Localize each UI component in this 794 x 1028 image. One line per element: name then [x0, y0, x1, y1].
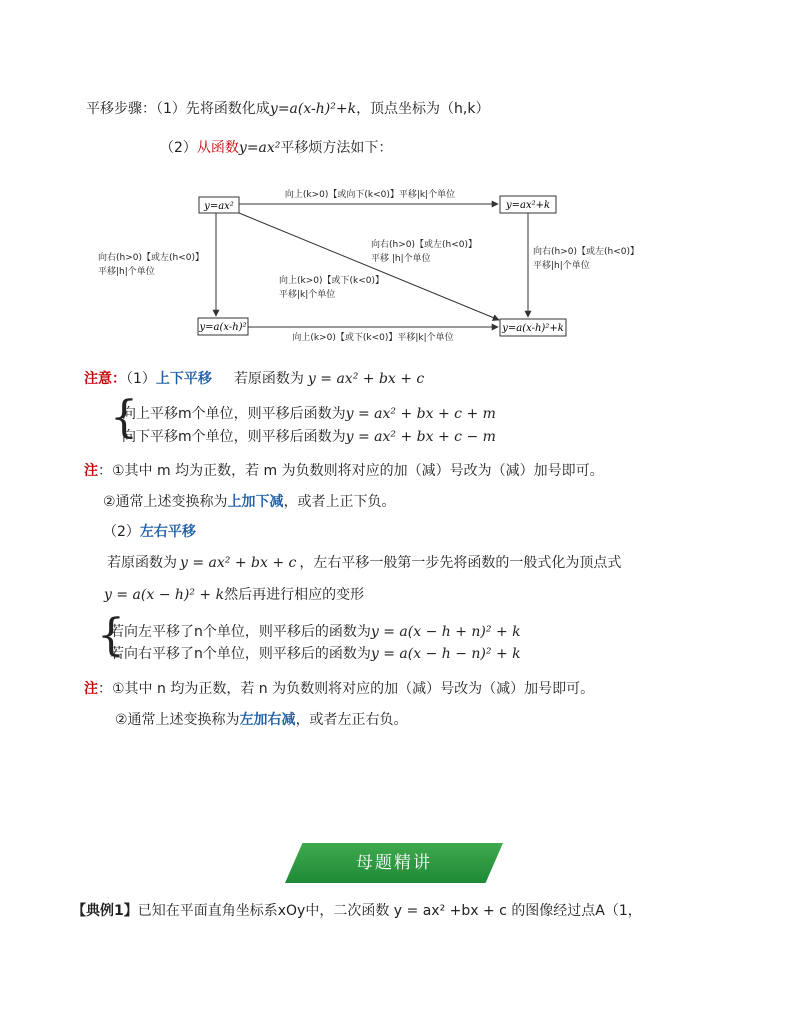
note2-tip-prefix: ②通常上述变换称为: [115, 712, 240, 728]
section-banner: [285, 843, 503, 883]
note1-zhu-label: 注: [84, 463, 98, 479]
note2-num: （2）: [103, 524, 140, 540]
example-text: 已知在平面直角坐标系xOy中，二次函数 y = ax² +bx + c 的图像经过点A（1，: [137, 903, 642, 919]
label-top: 向上(k>0)【或向下(k<0)】平移|k|个单位: [284, 190, 456, 200]
note1-intro: 若原函数为: [233, 371, 304, 387]
note1-heading: [84, 368, 424, 388]
label-diag-1: 向右(h>0)【或左(h<0)】: [371, 240, 477, 250]
note1-zhu-line: [84, 460, 604, 480]
note2-intro-formula: y = ax² + bx + c: [180, 555, 297, 571]
note2-intro-line: [107, 552, 621, 572]
label-left-1: 向右(h>0)【或左(h<0)】: [98, 253, 204, 263]
label-diag-2: 平移 |h|个单位: [371, 254, 431, 264]
note1-down-formula: y = ax² + bx + c − m: [345, 429, 496, 445]
note1-colon: ：: [112, 371, 126, 387]
note2-tip-bold: 左加右减: [239, 712, 296, 728]
note1-label: 注意: [84, 371, 112, 387]
note1-down-text: 向下平移m个单位，则平移后函数为: [122, 429, 346, 445]
label-left-2: 平移|h|个单位: [98, 267, 155, 277]
note1-intro-formula: y = ax² + bx + c: [307, 371, 425, 387]
example-label: 【典例1】: [72, 903, 138, 919]
step-2-suffix: 平移烦方法如下：: [280, 140, 393, 156]
note2-left-formula: y = a(x − h + n)² + k: [370, 624, 521, 640]
note2-vertex-suffix: 然后再进行相应的变形: [224, 587, 365, 603]
example-line: [72, 900, 642, 920]
step-2-prefix: （2）: [160, 140, 197, 156]
note1-down-line: [122, 426, 496, 446]
note1-num: （1）: [126, 371, 156, 387]
note2-heading: [103, 521, 196, 541]
note2-intro-suffix: ，左右平移一般第一步先将函数的一般式化为顶点式: [299, 555, 622, 571]
arrow-diagonal: [239, 213, 499, 320]
box-bottom-left-label: y=a(x-h)²: [199, 322, 247, 333]
note2-right-text: 若向右平移了n个单位，则平移后的函数为: [110, 646, 371, 662]
step-1-formula: y=a(x-h)²+k: [269, 101, 357, 117]
note1-title: 上下平移: [155, 371, 212, 387]
note2-right-formula: y = a(x − h − n)² + k: [370, 646, 521, 662]
note2-right-line: [110, 643, 521, 663]
step-1-prefix: 平移步骤：（1）先将函数化成: [86, 101, 270, 117]
step-2-red: 从函数: [196, 140, 239, 156]
note1-tip-bold: 上加下减: [227, 494, 284, 510]
note2-tip-line: [115, 709, 408, 729]
note2-zhu-text: ：①其中 n 均为正数，若 n 为负数则将对应的加（减）号改为（减）加号即可。: [98, 681, 595, 697]
note2-left-line: [110, 621, 521, 641]
note2-brace: {: [97, 610, 125, 661]
note1-tip-suffix: ，或者上正下负。: [283, 494, 396, 510]
box-top-right-label: y=ax²+k: [505, 200, 551, 211]
step-2-line: [160, 137, 392, 157]
note1-up-text: 向上平移m个单位，则平移后函数为: [122, 406, 346, 422]
note1-up-formula: y = ax² + bx + c + m: [345, 406, 496, 422]
box-top-left-label: y=ax²: [204, 201, 234, 212]
step-2-formula: y=ax²: [238, 140, 281, 156]
note2-vertex-line: [104, 584, 364, 604]
note2-left-text: 若向左平移了n个单位，则平移后的函数为: [110, 624, 371, 640]
note1-tip-prefix: ②通常上述变换称为: [103, 494, 228, 510]
note2-intro-prefix: 若原函数为: [107, 555, 177, 571]
note2-title: 左右平移: [139, 524, 196, 540]
label-right-2: 平移|h|个单位: [533, 261, 590, 271]
note2-zhu-line: [84, 678, 594, 698]
section-banner-label: 母题精讲: [356, 853, 432, 873]
translation-diagram: [82, 178, 662, 348]
label-right-1: 向右(h>0)【或左(h<0)】: [533, 247, 639, 257]
note1-brace: {: [110, 392, 138, 443]
note2-vertex-formula: y = a(x − h)² + k: [104, 587, 225, 603]
note1-zhu-text: ：①其中 m 均为正数，若 m 为负数则将对应的加（减）号改为（减）加号即可。: [98, 463, 604, 479]
note2-tip-suffix: ，或者左正右负。: [295, 712, 408, 728]
label-bottom: 向上(k>0)【或下(k<0)】平移|k|个单位: [292, 333, 454, 343]
label-mid-2: 平移|k|个单位: [279, 290, 336, 300]
box-bottom-right-label: y=a(x-h)²+k: [502, 323, 564, 334]
step-1-line: [86, 98, 490, 118]
label-mid-1: 向上(k>0)【或下(k<0)】: [279, 276, 385, 286]
step-1-suffix: ，顶点坐标为（h,k）: [356, 101, 490, 117]
note1-up-line: [122, 403, 496, 423]
note2-zhu-label: 注: [84, 681, 98, 697]
note1-tip-line: [103, 491, 396, 511]
